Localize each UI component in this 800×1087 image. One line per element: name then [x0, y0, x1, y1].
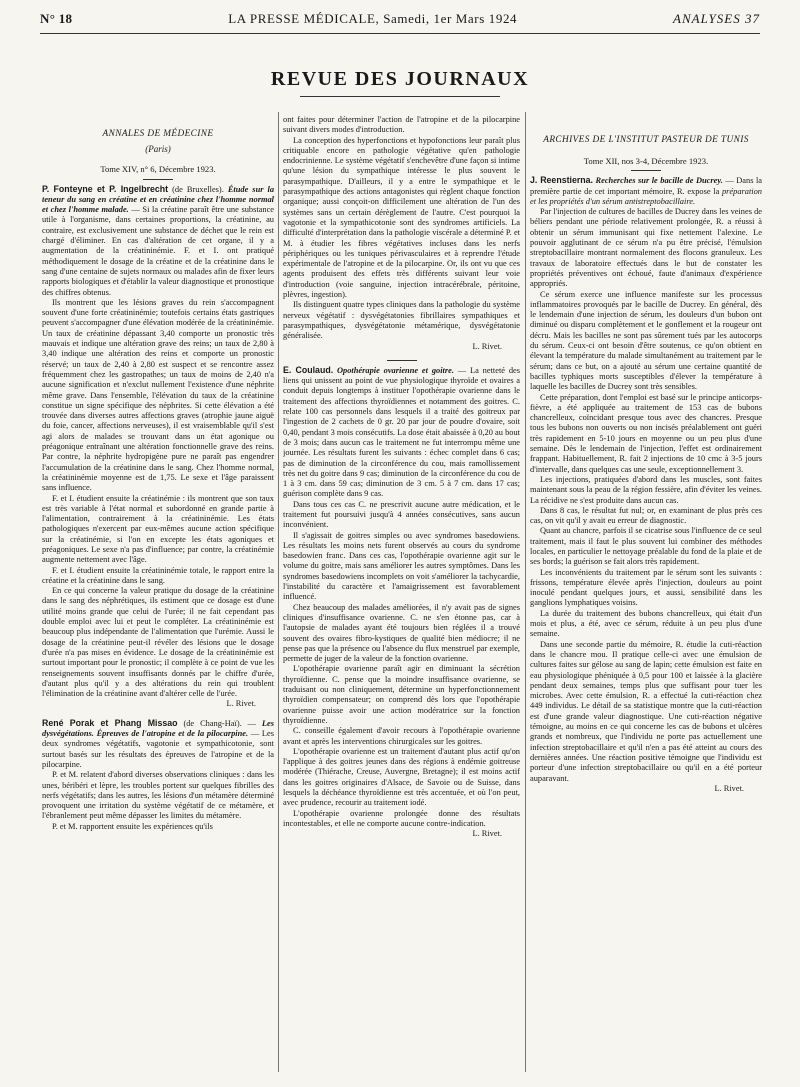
article-paragraph: La conception des hyperfonctions et hypofonctions leur paraît plus critiquable encore en pathologie végétative qu'en pathologie endocrinienne. Le système végétatif s'enchevêtre d'une façon si intime qu'une lésion du sympathique intéresse le plus souvent le parasympathique. D'ailleurs, il y a entre le sympathique et le parasympathique des actions antagonistes qui règlent chaque fonction organique; aussi conçoit-on difficilement une altération de l'un des systèmes sans un certain dérèglement de l'autre. C'est pourquoi la vagotonie et la sympathicotonie sont des syndromes artificiels. La difficulté d'interprétation dans la pathologie viscérale a déterminé P. et M. à étudier les fibres végétatives incluses dans les nerfs périphériques ou les tuniques périvasculaires et à reprendre l'étude expérimentale de l'atropine et de la pilocarpine. Or, ils ont vu que ces agents produisent des effets très différents suivant leur voie d'introduction (voie sanguine, injection intracérébrale, péritoine, plèvres, ingestion).	[283, 135, 520, 300]
article-porak-continued	[283, 115, 520, 352]
article-paragraph: Dans une seconde partie du mémoire, R. étudie la cuti-réaction dans le chancre mou. Il pratique celle-ci avec une émulsion de cultures faites sur gélose au sang de lapin; cette émulsion est faite en eau physiologique phéniquée à 0,5 pour 100 et laissée à la glacière pendant deux semaines, temps plus que suffisant pour tuer les microbes. Avec cette émulsion, R. a effectué la cuti-réaction chez 449 individus. Le détail de sa statistique montre que la cuti-réaction est d'une grande valeur diagnostique. Une cuti-réaction négative témoigne, au moins en ce qui concerne les cas de bubons et ulcères grands et nombreux, que l'individu ne porte pas actuellement une infection streptobacillaire et qu'il n'en a pas été atteint au cours des dernières années. Une réaction positive témoigne que l'individu est porteur d'une infection streptobacillaire ou qu'il en a été porteur auparavant.	[530, 639, 762, 783]
article-paragraph: Quant au chancre, parfois il se cicatrise sous l'influence de ce seul traitement, mais il faut le plus souvent lui combiner des méthodes locales, en particulier le nettoyage préalable du fond de la plaie et de ses bords; la guérison se fait alors très rapidement.	[530, 526, 762, 567]
page-header	[40, 8, 760, 34]
article-signature: L. Rivet.	[226, 699, 256, 709]
article-title: Opothérapie ovarienne et goitre.	[337, 365, 454, 375]
article-paragraph: P. et M. relatent d'abord diverses observations cliniques : dans les unes, béribéri et lèpre, les troubles portent sur quelques fibrilles des nerfs végétatifs; dans les autres, les lésions d'un métamère déterminé provoquent une irritation du système végétatif de ce métamère, et l'ébranlement peut même dépasser les limites du métamère.	[42, 770, 274, 821]
column-divider-1	[278, 112, 279, 1072]
article-title: Recherches sur le bacille de Ducrey.	[595, 176, 723, 186]
article-author: René Porak et Phang Missao	[42, 717, 178, 728]
article-coulaud	[283, 365, 520, 840]
article-paragraph: Dans tous ces cas C. ne prescrivit aucune autre médication, et le traitement fut poursuivi jusqu'à 4 années consécutives, sans aucun inconvénient.	[283, 499, 520, 530]
article-paragraph: La durée du traitement des bubons chancrelleux, qui était d'un mois et plus, a été, avec ce sérum, réduite à un peu plus d'une semaine.	[530, 608, 762, 639]
article-lead: — Dans la première partie de cet important mémoire, R. expose la	[530, 176, 762, 196]
article-reenstierna	[530, 175, 762, 794]
article-paragraph: P. et M. rapportent ensuite les expériences qu'ils	[52, 821, 213, 831]
article-paragraph: Les inconvénients du traitement par le sérum sont les suivants : frissons, température élevée après l'injection, douleurs au point inoculé pendant quelques jours, et aussi, sensibilité dans les ganglions lymphatiques voisins.	[530, 567, 762, 608]
article-paragraph: C. conseille également d'avoir recours à l'opothérapie ovarienne avant et après les interventions chirurgicales sur les goitres.	[283, 726, 520, 746]
article-paragraph: Cette préparation, dont l'emploi est basé sur le principe anticorps-fièvre, a été appliquée au traitement de 153 cas de bubons chancrelleux, coïncidant presque tous avec des chancres. Presque tous les bubons non ouverts ou non incisés préalablement ont guéri très rapidement en 5-10 jours en moyenne ou un peu plus d'une semaine. Dès le lendemain de l'injection, l'effet est ordinairement frappant. Habituellement, R. fait 2 injections de 10 cmc à 3-5 jours d'intervalle, dans quelques cas une seule, exceptionnellement 3.	[530, 392, 762, 474]
article-paragraph: F. et I. étudient ensuite la créatinémie : ils montrent que son taux est très variable à l'état normal et subordonné en grande partie à l'alimentation, contrairement à la créatininémie. Les états pathologiques n'exercent par eux-mêmes aucune action spécifique sur la créatinémie, si l'on en excepte les états agoniques et préagoniques. Le sexe n'a pas d'influence; par contre, la créatinémie augmente nettement avec l'âge.	[42, 493, 274, 565]
article-fonteyne	[42, 184, 274, 710]
journal-tome: Tome XII, nos 3-4, Décembre 1923.	[583, 156, 709, 166]
article-paragraph: Dans 8 cas, le résultat fut nul; or, en examinant de plus près ces cas, on vit qu'il y avait eu erreur de diagnostic.	[530, 505, 762, 526]
article-paragraph: Chez beaucoup des malades améliorées, il n'y avait pas de signes cliniques d'insuffisance ovarienne. C. ne s'en étonne pas, car à l'autopsie de malades ayant été toujours bien réglées il a trouvé souvent des ovaires fibro-kystiques de qualité bien médiocre; il ne pense pas que la présence ou l'absence du flux menstruel par exemple, permette de juger de la valeur de la fonction ovarienne.	[283, 602, 520, 664]
journal-tome: Tome XIV, n° 6, Décembre 1923.	[100, 164, 216, 175]
page-section-number: ANALYSES 37	[673, 11, 760, 26]
article-origin: (de Chang-Haï). —	[177, 718, 256, 728]
journal-name: ARCHIVES DE L'INSTITUT PASTEUR DE TUNIS	[543, 135, 749, 145]
article-paragraph: L'opothérapie ovarienne est un traitement d'autant plus actif qu'on l'applique à des goitres jeunes dans des régions à endémie goitreuse modérée (Thiérache, Creuse, Auvergne, Bretagne); il est moins actif dans les goitres originaires d'Alsace, de Savoie ou de Suisse, dans lesquels la déchéance thyroïdienne est très accentuée, et où l'on peut, avec prudence, recourir au traitement iodé.	[283, 746, 520, 808]
article-paragraph: En ce qui concerne la valeur pratique du dosage de la créatinine dans le sang des néphrétiques, ils estiment que ce dosage est d'une utilité moins grande que celui de l'urée; il ne fait cependant pas double emploi avec lui et peut le compléter. La créatininémie est beaucoup plus indépendante de l'alimentation que l'urémie. Aussi le dosage de la créatinine peut-il révéler des lésions que le dosage d'urée n'a pas mises en évidence. Le dosage de la créatininémie est surtout important pour le pronostic; il complète à ce point de vue les renseignements souvent insuffisants donnés par le chiffre d'urée, d'autant plus qu'il y a des altérations du rein qui troublent l'élimination de la créatinine avant d'altérer celle de l'urée.	[42, 586, 274, 699]
column-2	[283, 115, 520, 1080]
column-divider-2	[525, 112, 526, 1072]
article-paragraph: Ils distinguent quatre types cliniques dans la pathologie du système nerveux végétatif : dysvégétatonies fibrillaires sympathiques et parasympathiques, dysvégétatonie métamérique, dysvégétatonie généralisée.	[283, 300, 520, 341]
article-title: Étude sur la teneur du sang en créatine et en créatinine chez l'homme normal et chez l'homme malade.	[42, 184, 274, 215]
article-paragraph: ont faites pour déterminer l'action de l'atropine et de la pilocarpine suivant divers modes d'introduction.	[283, 115, 520, 135]
article-paragraph: Les injections, pratiquées d'abord dans les muscles, sont faites maintenant sous la peau de la région fessière, afin d'éviter les veines. La récidive ne s'est produite dans aucun cas.	[530, 474, 762, 505]
article-porak	[42, 718, 274, 832]
article-author: J. Reenstierna.	[530, 175, 593, 186]
article-paragraph: Ce sérum exerce une influence manifeste sur les processus inflammatoires provoqués par le bacille de Ducrey. En général, dès le lendemain d'une injection de sérum, les douleurs d'un bubon ont diminué ou disparu complètement et le gonflement et la rougeur ont décru. Mais les bacilles ne sont pas sûrement tués par les autocorps du sérum. Ceux-ci ont besoin d'être soutenus, ce qu'on obtient en élevant la température du malade simultanément au traitement par le sérum; dans ce but, on a ajouté au sérum une certaine quantité de bacilles typhiques morts susceptibles d'élever la température à laquelle les bacilles de Ducrey sont très sensibles.	[530, 289, 762, 392]
article-paragraph: — Les deux syndromes végétatifs, vagotonie et sympathicotonie, sont surtout basés sur les résultats des épreuves de l'atropine et de la pilocarpine.	[42, 729, 274, 769]
article-author: E. Coulaud.	[283, 364, 334, 375]
article-paragraph: Il s'agissait de goitres simples ou avec syndromes basedowiens. Les résultats les moins nets furent observés au cours du syndrome basedowien franc. Dans ces cas, l'opothérapie ovarienne agit sur le volume du goitre, mais sans améliorer les autres symptômes. Dans les syndromes basedowiens incomplets on voit s'améliorer la tachycardie, l'instabilité du caractère et l'amaigrissement est favorablement influencé.	[283, 530, 520, 602]
title-rule	[300, 96, 500, 97]
article-paragraph: F. et I. étudient ensuite la créatininémie totale, le rapport entre la créatine et la créatinine dans le sang.	[42, 565, 274, 585]
article-title: Les dysvégétations. Épreuves de l'atropine et de la pilocarpine.	[42, 718, 274, 739]
journal-name: ANNALES DE MÉDECINE	[102, 129, 214, 139]
article-paragraph: L'opothérapie ovarienne prolongée donne des résultats incontestables, et elle ne comporte aucune contre-indication.	[283, 808, 520, 828]
journal-running-title: LA PRESSE MÉDICALE, Samedi, 1er Mars 1924	[228, 11, 518, 26]
article-lead-italic: préparation et les propriétés d'un sérum antistreptobacillaire.	[530, 186, 762, 206]
journal-divider	[143, 179, 173, 180]
journal-divider	[631, 170, 661, 171]
journal-place: (Paris)	[145, 144, 171, 154]
article-paragraph: Ils montrent que les lésions graves du rein s'accompagnent souvent d'une forte créatininémie; toutefois certains états gastriques peuvent s'accompagner d'une élévation modérée de la créatininémie. Un taux de créatinine dépassant 3,40 comporte un pronostic très mauvais et indique une altération grave des reins; un taux de 2,80 à 3,40 indique une altération des reins et comporte un pronostic réservé; un taux de 2,40 à 2,80 est suspect et se rencontre assez fréquemment chez les gastropathes; un taux de moins de 2,40 n'a aucune signification et n'exclut nullement l'existence d'une néphrite même grave. Dans l'ensemble, l'élévation du taux de la créatinine constitue un signe spécifique des néphrites. Si cette élévation a été trouvée dans diverses autres affections graves (atrophie jaune aiguë du foie, cancer, affections nerveuses), il est vraisemblable qu'il s'est agi alors de malades se trouvant dans un état agonique ou préagonique entraînant une altération fonctionnelle grave des reins. Par contre, la néphrite hydropigène pure ne paraît pas engendrer l'accumulation de la créatinine dans le sang. Chez l'homme normal, la créatininémie moyenne est de 1,75. Le sexe et l'âge paraissent sans influence.	[42, 297, 274, 493]
column-3	[530, 122, 762, 1087]
article-paragraph: Par l'injection de cultures de bacilles de Ducrey dans les veines de béliers pendant une période relativement prolongée, R. a réussi à obtenir un sérum immunisant qui fixe nettement l'alexine. Le pouvoir agglutinant de ce sérum n'a pu être précisé, l'émulsion streptobacillaire montrant normalement des flocons granuleux. Les travaux de laboratoire effectués dans le but de constater les propriétés préventives ont échoué, faute d'animaux d'expérience appropriés.	[530, 207, 762, 289]
article-signature: L. Rivet.	[714, 783, 744, 793]
article-signature: L. Rivet.	[472, 341, 502, 351]
column-1	[42, 112, 274, 1077]
article-author: P. Fonteyne et P. Ingelbrecht	[42, 183, 169, 194]
issue-number: N° 18	[40, 11, 73, 26]
article-origin: (de Bruxelles).	[168, 184, 224, 194]
article-divider	[387, 360, 417, 361]
article-paragraph: — La netteté des liens qui unissent au point de vue physiologique thyroïde et ovaires a conduit depuis longtemps à instituer l'opothérapie ovarienne dans le traitement des affections thyroïdiennes et notamment des goitres. C. relate 100 cas personnels dans lesquels il a traité des goitreux par l'ingestion de 2 cachets de 0 gr. 20 par jour de poudre d'ovaire, soit 0,40, pendant 3 mois consécutifs. La dose était abaissée à 0,20 au bout de 3 mois; dans aucun cas le traitement ne fut interrompu même une journée. Les résultats furent les suivants : échec complet dans 6 cas; pas de diminution de la circonférence du cou, mais ramollissement très net du goitre dans 9 cas; diminution de la circonférence du cou de 1 à 3 cm. dans 59 cas; diminution de 3 cm. 5 à 7 cm. dans 17 cas; guérison complète dans 9 cas.	[283, 365, 520, 499]
article-paragraph: — Si la créatine paraît être une substance utile à l'organisme, dans certaines proportions, la créatinine, au contraire, est exclusivement une substance de déchet que le rein est chargé d'éliminer. En cas d'altération de cet organe, il y a augmentation de la créatininémie. F. et I. ont pratiqué méthodiquement le dosage de la créatine et de la créatinine dans le sang d'une centaine de sujets normaux ou malades afin de fixer leurs rapports biologiques et d'établir la valeur diagnostique et pronostique des chiffres obtenus.	[42, 205, 274, 297]
article-paragraph: L'opothérapie ovarienne paraît agir en diminuant la sécrétion thyroïdienne. C. pense que la moindre insuffisance ovarienne, se traduisant ou non cliniquement, détermine un hyperfonctionnement thyroïdien compensateur; on comprend dès lors que l'opothérapie ovarienne puisse avoir une action modératrice sur la fonction thyroïdienne.	[283, 664, 520, 725]
section-title: REVUE DES JOURNAUX	[270, 68, 530, 90]
article-signature: L. Rivet.	[472, 829, 502, 839]
